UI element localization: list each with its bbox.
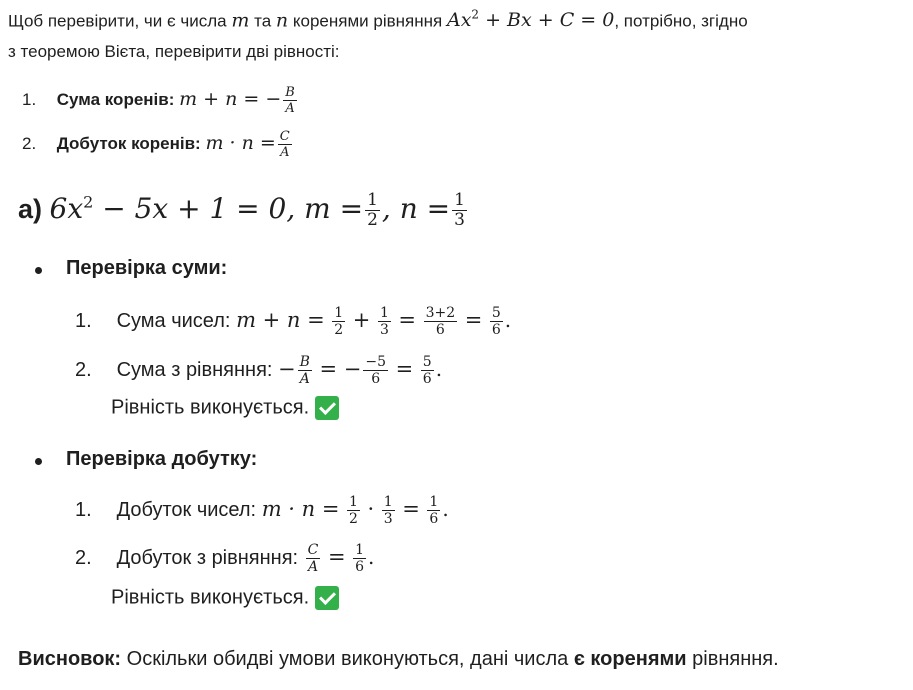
sum-item-2-frac-1 [298,355,312,386]
sum-item-1-number: 1. [75,309,92,332]
conclusion-label: Висновок: [18,648,122,670]
sum-item-1-frac-4 [490,306,503,337]
rule-sum [22,86,299,115]
part-a-equation [50,192,364,225]
prod-item-1-label: Добуток чисел: [116,498,257,521]
sum-check-holds [111,396,339,420]
product-check-title-text: Перевірка добутку: [66,448,258,470]
sum-item-1-frac-2 [378,306,391,337]
part-a-m-den: 2 [367,210,378,231]
prod-item-1-frac-1-den: 2 [349,511,358,527]
sum-holds-text: Рівність виконується. [111,396,310,419]
rule-product-label: Добуток коренів: [56,133,201,153]
conclusion-text-1: Оскільки обидві умови виконуються, дані числа [126,648,569,670]
sum-item-2-number: 2. [75,358,92,381]
prod-item-2-frac-1-den: A [307,559,319,575]
rule-sum-label: Сума коренів: [56,89,175,109]
prod-item-2-frac-1-num: C [307,542,319,558]
intro-and: та [254,11,272,31]
prod-item-1-number: 1. [75,498,92,521]
prod-item-1-end: . [442,496,449,521]
conclusion-text-2: рівняння. [692,648,779,670]
intro-equation [447,9,614,31]
prod-item-2-frac-2 [353,543,366,574]
product-check-item-2 [75,543,374,574]
sum-item-1-frac-3-num: 3+2 [425,305,456,321]
prod-item-2-label: Добуток з рівняння: [116,546,299,569]
rule-sum-fraction [283,86,297,115]
sum-item-1-frac-4-num: 5 [491,305,501,321]
part-a-m-fraction [365,192,380,229]
part-a-heading [18,192,469,229]
rule-product-fraction [278,130,292,159]
part-a-label: а) [18,194,43,224]
intro-line-1 [8,8,748,31]
prod-item-1-frac-2 [382,495,395,526]
rule-product-number: 2. [22,133,37,153]
sum-item-2-label: Сума з рівняння: [116,358,273,381]
check-mark-icon [315,586,339,610]
prod-item-2-frac-2-num: 1 [355,542,365,558]
intro-eq-exp: 2 [471,8,480,22]
sum-item-1-frac-1-den: 2 [334,322,344,338]
product-check-title [66,448,257,471]
sum-check-item-2 [75,355,442,386]
conclusion [18,648,779,671]
prod-item-1-eq: = [402,496,420,521]
part-a-m-num: 1 [367,190,378,211]
sum-item-1-frac-4-den: 6 [491,322,501,338]
sum-item-1-expr: m + n = [236,307,325,332]
part-a-eq-6x: 6x [49,192,84,225]
product-check-bullet [35,458,42,465]
prod-item-1-frac-2-den: 3 [383,511,393,527]
part-a-n-num: 1 [454,190,465,211]
sum-item-2-frac-1-den: A [299,371,310,387]
part-a-n-den: 3 [454,210,465,231]
sum-item-2-frac-3-den: 6 [422,371,432,387]
prod-item-1-frac-3-num: 1 [429,494,439,510]
prod-item-2-end: . [368,544,375,569]
sum-item-2-eq: = − [319,356,362,381]
sum-item-2-eq-2: = [395,356,414,381]
prod-item-1-frac-3 [427,495,440,526]
sum-item-1-eq: = [398,307,417,332]
prod-item-2-number: 2. [75,546,92,569]
prod-item-1-frac-2-num: 1 [383,494,393,510]
product-check-holds [111,586,339,610]
part-a-n-text: , n = [381,192,451,225]
prod-item-2-frac-1 [306,543,321,574]
intro-text-1: Щоб перевірити, чи є числа [8,11,227,31]
sum-check-title [66,257,227,280]
sum-item-2-frac-2-num: −5 [365,354,387,370]
sum-item-1-plus: + [352,307,371,332]
sum-item-2-frac-3 [421,355,434,386]
rule-sum-expr: m + n = − [179,87,282,110]
sum-item-1-frac-2-den: 3 [379,322,389,338]
sum-item-1-frac-2-num: 1 [379,305,389,321]
sum-check-title-text: Перевірка суми: [66,257,228,279]
intro-eq-rest: + Bx + C = 0 [485,9,615,32]
part-a-eq-rest: − 5x + 1 = 0, m = [102,192,364,225]
sum-check-bullet [35,267,42,274]
product-check-item-1 [75,495,449,526]
prod-item-1-frac-1 [347,495,360,526]
conclusion-bold: є коренями [573,648,687,670]
prod-item-2-frac-2-den: 6 [355,559,365,575]
rule-sum-frac-num: B [285,85,295,100]
sum-item-2-minus: − [278,356,296,381]
prod-holds-text: Рівність виконується. [111,586,310,609]
prod-item-2-eq: = [327,544,346,569]
rule-sum-frac-den: A [285,101,295,116]
rule-sum-number: 1. [22,89,37,109]
prod-item-1-dot: · [367,496,375,521]
sum-item-2-frac-1-num: B [299,354,310,370]
intro-var-m: m [231,9,250,32]
sum-item-1-frac-3 [424,306,458,337]
prod-item-1-frac-3-den: 6 [429,511,439,527]
part-a-n-fraction [452,192,467,229]
sum-item-2-frac-3-num: 5 [422,354,432,370]
intro-text-3: , потрібно, згідно [614,11,748,31]
sum-item-1-frac-1 [332,306,345,337]
sum-item-2-frac-2-den: 6 [371,371,381,387]
rule-product-expr: m · n = [205,131,276,154]
rule-product-frac-den: A [280,145,290,160]
check-mark-icon [315,396,339,420]
intro-var-n: n [275,9,289,32]
sum-item-1-end: . [504,307,512,332]
part-a-eq-exp: 2 [83,192,94,212]
prod-item-1-frac-1-num: 1 [349,494,358,510]
rule-product-frac-num: C [279,129,290,144]
rule-product [22,130,294,159]
sum-check-item-1 [75,306,511,337]
intro-text-2: коренями рівняння [292,11,443,31]
sum-item-2-frac-2 [363,355,388,386]
sum-item-1-label: Сума чисел: [116,309,231,332]
intro-line-2: з теоремою Вієта, перевірити дві рівності: [8,42,340,61]
sum-item-1-frac-3-den: 6 [435,322,445,338]
sum-item-1-eq-2: = [464,307,483,332]
sum-item-2-end: . [435,356,443,381]
sum-item-1-frac-1-num: 1 [334,305,344,321]
intro-eq-ax: Ax [446,9,472,32]
prod-item-1-expr: m · n = [261,496,340,521]
